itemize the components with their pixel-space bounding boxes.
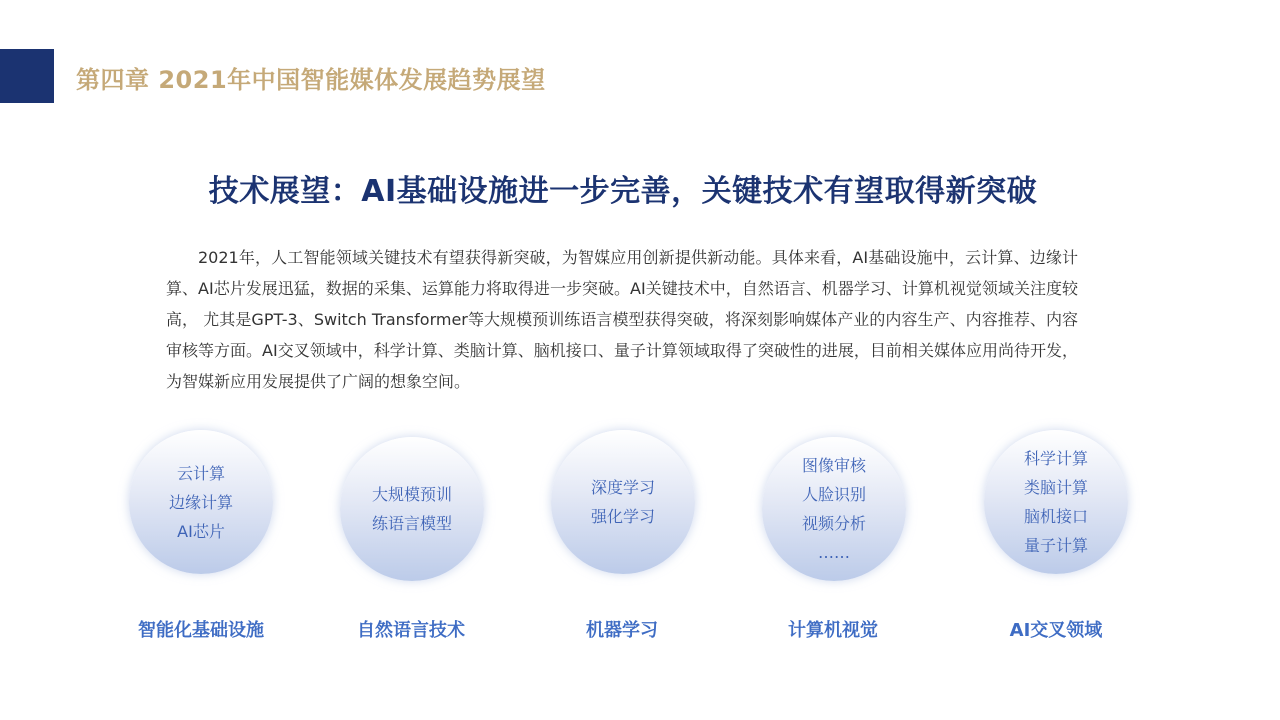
circle-item: …… <box>818 543 850 562</box>
circle-item: 大规模预训 <box>371 485 452 504</box>
circle-item: 图像审核 <box>801 456 866 475</box>
category-circle-computer-vision <box>762 437 906 581</box>
circle-item: 类脑计算 <box>1023 478 1088 497</box>
circle-item: 强化学习 <box>590 507 655 526</box>
circle-item: 脑机接口 <box>1023 507 1088 526</box>
circle-item: 深度学习 <box>590 478 655 497</box>
chapter-title: 第四章 2021年中国智能媒体发展趋势展望 <box>76 66 546 94</box>
circle-item: 边缘计算 <box>168 492 233 512</box>
circle-item: AI芯片 <box>177 521 225 541</box>
body-paragraph: 2021年，人工智能领域关键技术有望获得新突破，为智媒应用创新提供新动能。具体来看，AI基础设施中，云计算、边缘计算、AI芯片发展迅猛，数据的采集、运算能力将取得进一步突破。AI关键技术中，自然语言、机器学习、计算机视觉领域关注度较高， 尤其是GPT-3、Switch Transformer等大规模预训练语言模型获得突破，将深刻影响媒体产业的内容生产、内容推荐、内容审核等方面。AI交叉领域中，科学计算、类脑计算、脑机接口、量子计算领域取得了突破性的进展，目前相关媒体应用尚待开发，为智媒新应用发展提供了广阔的想象空间。 <box>166 248 1078 391</box>
slide-title: 技术展望：AI基础设施进一步完善，关键技术有望取得新突破 <box>208 174 1038 209</box>
circle-item: 科学计算 <box>1023 449 1088 468</box>
circle-item: 练语言模型 <box>371 514 452 533</box>
category-circle-machine-learning <box>551 430 695 574</box>
category-label-machine-learning: 机器学习 <box>586 620 658 641</box>
circle-item: 量子计算 <box>1023 536 1088 555</box>
category-label-infrastructure: 智能化基础设施 <box>138 620 264 641</box>
category-circle-infrastructure <box>129 430 273 574</box>
circle-item: 视频分析 <box>801 514 866 533</box>
category-label-computer-vision: 计算机视觉 <box>788 620 878 641</box>
category-circle-ai-cross-domain <box>984 430 1128 574</box>
circle-item: 人脸识别 <box>801 485 866 504</box>
category-circle-nlp <box>340 437 484 581</box>
category-label-nlp: 自然语言技术 <box>357 620 465 641</box>
circle-item: 云计算 <box>176 463 225 483</box>
category-label-ai-cross-domain: AI交叉领域 <box>1009 620 1103 641</box>
